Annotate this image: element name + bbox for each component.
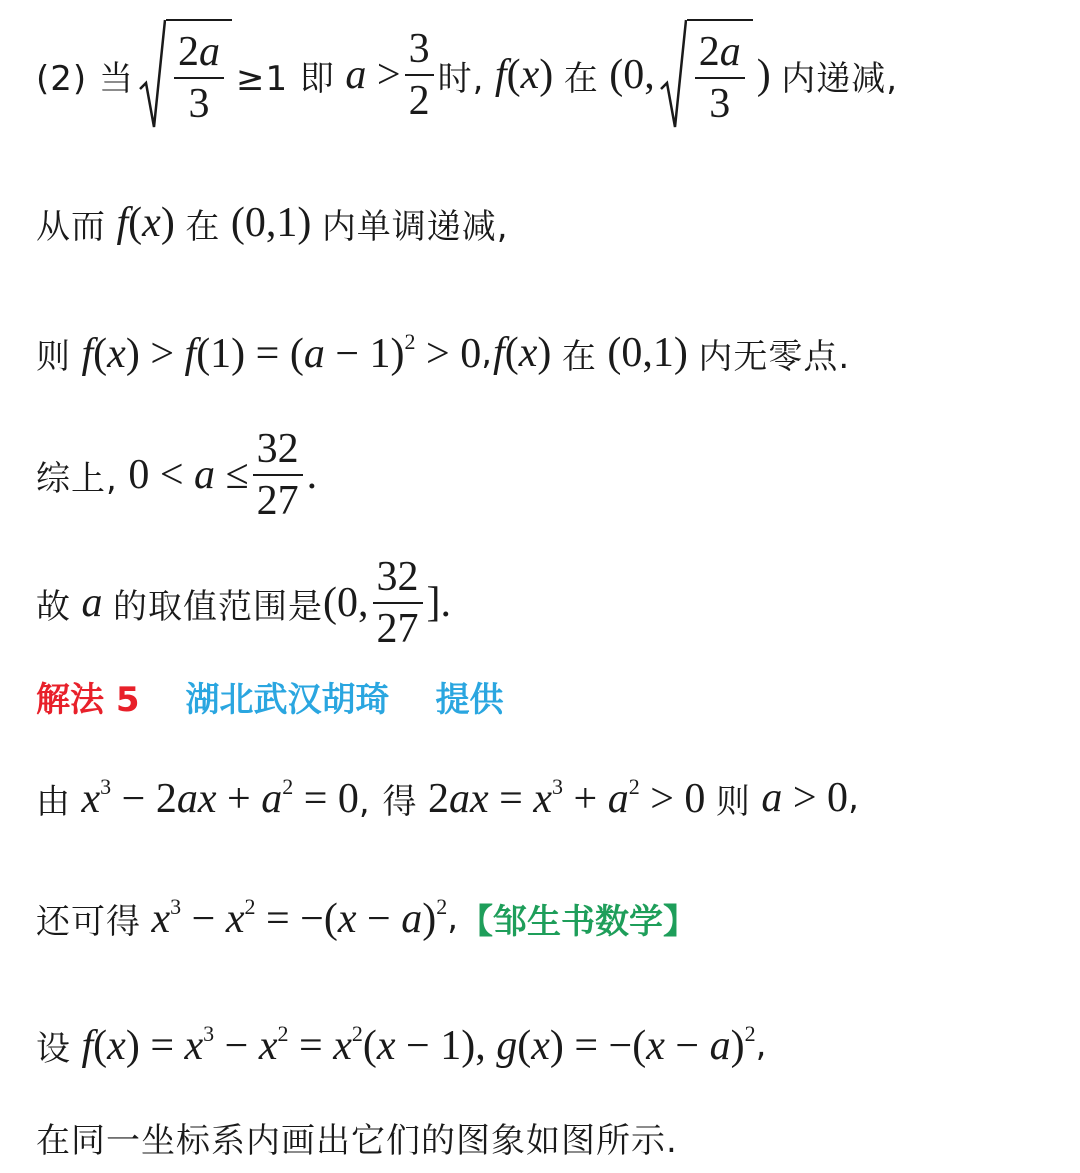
text: 故 xyxy=(36,586,71,627)
line-4: 综上, 0 < a ≤ $\frac{32}{27}$ . xyxy=(36,426,318,524)
text: 设 xyxy=(36,1028,71,1069)
text: 在 xyxy=(563,58,599,99)
text: 内单调递减, xyxy=(321,206,509,247)
text: ≥1 即 xyxy=(235,58,335,99)
method-label: 解法 5 xyxy=(36,680,140,720)
text: , 得 xyxy=(358,781,418,822)
text: 在 xyxy=(561,336,597,377)
line-3: 则 $f(x) > f(1) = (a - 1)^2 > 0$ , f(x) 在 (0,1) 内无零点. xyxy=(36,328,851,377)
watermark-label: 【邹生书数学】 xyxy=(459,901,698,942)
fraction-32-27: $\frac{32}{27}$ xyxy=(253,428,303,522)
text: 内递减, xyxy=(781,58,899,99)
text: 在 xyxy=(185,206,221,247)
line-7: 由 $x^3 - 2ax + a^2 = 0$ , 得 $2ax = x^3 + a^2 > 0$ 则 a > 0 , xyxy=(36,773,860,822)
text: (2) 当 xyxy=(36,58,134,99)
line-9: 设 $f(x) = x^3 - x^2 = x^2(x - 1)$, $g(x) = -(x - a)^2$ , xyxy=(36,1020,768,1069)
solution-heading xyxy=(36,672,504,721)
sqrt-2a-over-3: $\frac{2a}{3}$ xyxy=(659,19,753,131)
provided-label: 提供 xyxy=(435,680,504,720)
line-1: (2) 当 $\frac{2a}{3}$ ≥1 即 a > $\frac{3}{2}$ 时, f(x) 在 (0, $\frac{2a}{3}$ ) 内递减, xyxy=(36,10,898,140)
text: 由 xyxy=(36,781,71,822)
line-8: 还可得 $x^3 - x^2 = -(x - a)^2$ , 【邹生书数学】 xyxy=(36,893,698,942)
text: , xyxy=(848,778,860,818)
text: , xyxy=(481,333,494,373)
line-2: 从而 f(x) 在 (0,1) 内单调递减, xyxy=(36,200,509,247)
sqrt-2a-over-3: $\frac{2a}{3}$ xyxy=(138,19,232,131)
text: 则 xyxy=(36,336,71,377)
text: 在同一坐标系内画出它们的图象如图所示. xyxy=(36,1120,678,1161)
line-5: 故 a 的取值范围是 (0, $\frac{32}{27}$ ]. xyxy=(36,554,451,652)
text: , xyxy=(447,898,460,938)
fraction-3-2: $\frac{3}{2}$ xyxy=(405,28,434,122)
author-label: 湖北武汉胡琦 xyxy=(185,680,390,720)
text: 内无零点. xyxy=(698,336,851,377)
text: 则 xyxy=(715,781,751,822)
text: 还可得 xyxy=(36,901,141,942)
text: 综上, xyxy=(36,458,118,499)
text: 从而 xyxy=(36,206,106,247)
text: , xyxy=(755,1025,768,1065)
line-10 xyxy=(36,1112,678,1162)
text: 的取值范围是 xyxy=(113,586,323,627)
text: 时, xyxy=(437,58,485,99)
fraction-32-27: $\frac{32}{27}$ xyxy=(373,556,423,650)
